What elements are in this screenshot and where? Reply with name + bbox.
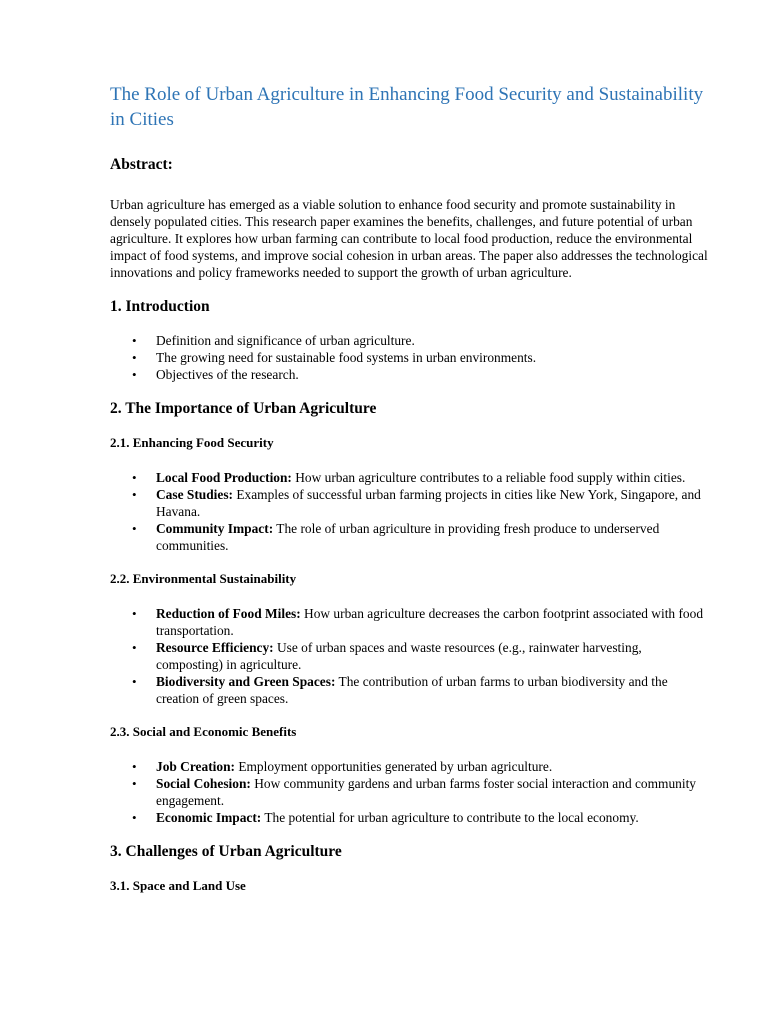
list-item-text: How urban agriculture contributes to a reliable food supply within cities. (291, 470, 686, 485)
list-item (132, 639, 710, 673)
list-item-text: How community gardens and urban farms foster social interaction and community engagement. (156, 776, 696, 808)
abstract-text: Urban agriculture has emerged as a viable solution to enhance food security and promote sustainability in densely populated cities. This research paper examines the benefits, challenges, and future potential of urban agriculture. It explores how urban farming can contribute to local food production, reduce the environmental impact of food systems, and improve social cohesion in urban areas. The paper also addresses the technological innovations and policy frameworks needed to support the growth of urban agriculture. (110, 197, 708, 280)
list-item (132, 605, 710, 639)
bullet-icon: • (132, 487, 137, 502)
section-heading-challenges: 3. Challenges of Urban Agriculture (110, 843, 342, 860)
bullet-icon: • (132, 810, 137, 825)
list-item-term: Community Impact: (156, 521, 274, 536)
bullet-icon: • (132, 367, 137, 382)
list-item (132, 486, 710, 520)
list-item-text: Employment opportunities generated by urban agriculture. (234, 759, 553, 774)
list-item-term: Resource Efficiency: (156, 640, 274, 655)
bullet-icon: • (132, 333, 137, 348)
list-item-text: Use of urban spaces and waste resources (e.g., rainwater harvesting, composting) in agriculture. (156, 640, 642, 672)
bullet-icon: • (132, 521, 137, 536)
subsection-heading-environmental-sustainability: 2.2. Environmental Sustainability (110, 571, 297, 586)
list-item-text: How urban agriculture decreases the carbon footprint associated with food transportation. (156, 606, 704, 638)
list-item (132, 809, 710, 826)
list-item: • Objectives of the research. (132, 367, 299, 382)
environmental-list (110, 605, 710, 707)
section-heading-importance: 2. The Importance of Urban Agriculture (110, 400, 377, 417)
list-item (132, 673, 710, 707)
document-title: The Role of Urban Agriculture in Enhancing Food Security and Sustainability in Cities (110, 84, 704, 130)
list-item-text: The potential for urban agriculture to contribute to the local economy. (261, 810, 639, 825)
list-item: • The growing need for sustainable food systems in urban environments. (132, 350, 537, 365)
subsection-heading-space-land-use: 3.1. Space and Land Use (110, 878, 246, 893)
food-security-list (110, 469, 710, 554)
list-item-term: Economic Impact: (156, 810, 262, 825)
subsection-heading-food-security: 2.1. Enhancing Food Security (110, 435, 274, 450)
list-item (132, 520, 710, 554)
introduction-list (110, 332, 710, 383)
list-item-text: The contribution of urban farms to urban biodiversity and the creation of green spaces. (156, 674, 668, 706)
list-item (132, 775, 710, 809)
abstract-heading: Abstract: (110, 156, 173, 173)
bullet-icon: • (132, 350, 137, 365)
bullet-icon: • (132, 606, 137, 621)
bullet-icon: • (132, 674, 137, 689)
list-item-term: Biodiversity and Green Spaces: (156, 674, 336, 689)
list-item-term: Case Studies: (156, 487, 234, 502)
section-heading-introduction: 1. Introduction (110, 298, 210, 315)
list-item-term: Job Creation: (156, 759, 235, 774)
list-item-text: The role of urban agriculture in providing fresh produce to underserved communities. (156, 521, 660, 553)
list-item (132, 469, 710, 486)
bullet-icon: • (132, 759, 137, 774)
list-item: • Definition and significance of urban agriculture. (132, 333, 415, 348)
bullet-icon: • (132, 640, 137, 655)
list-item (132, 758, 710, 775)
list-item-term: Social Cohesion: (156, 776, 251, 791)
bullet-icon: • (132, 776, 137, 791)
list-item-text: Examples of successful urban farming projects in cities like New York, Singapore, and Havana. (156, 487, 701, 519)
list-item-term: Reduction of Food Miles: (156, 606, 301, 621)
social-economic-list (110, 758, 710, 826)
bullet-icon: • (132, 470, 137, 485)
subsection-heading-social-economic: 2.3. Social and Economic Benefits (110, 724, 297, 739)
list-item-term: Local Food Production: (156, 470, 292, 485)
